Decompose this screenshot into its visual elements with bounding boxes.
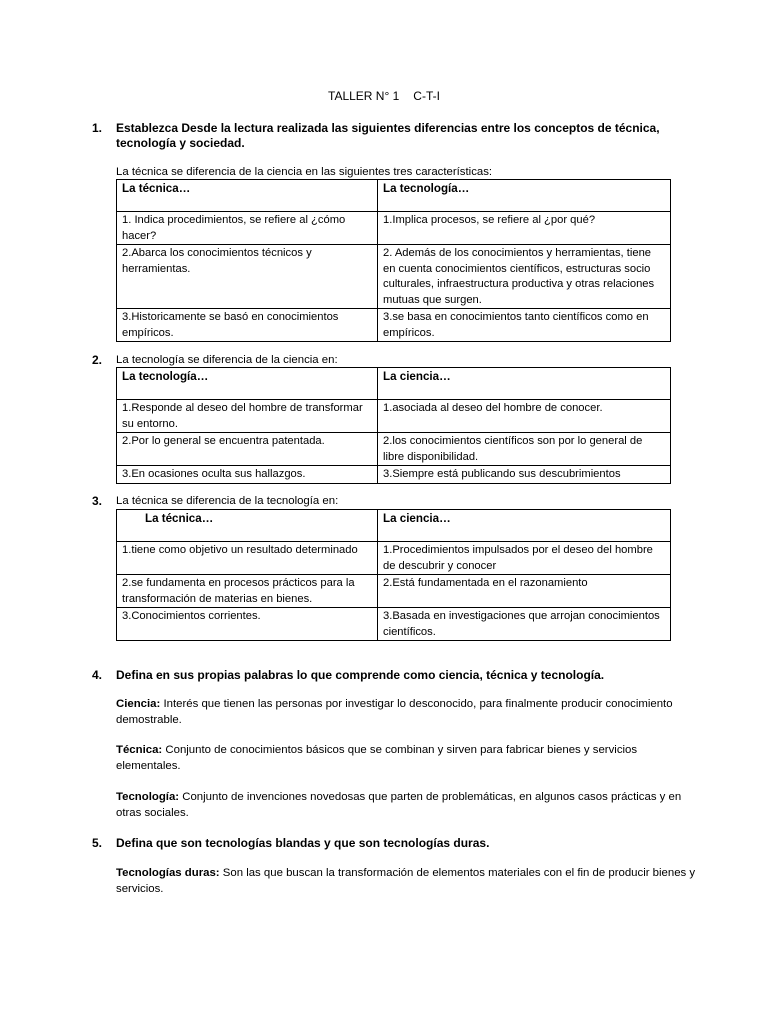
- table-header-cell: La ciencia…: [378, 368, 671, 400]
- table-header-cell: La técnica…: [117, 510, 378, 542]
- table-row: [117, 212, 671, 245]
- q4-question: Defina en sus propias palabras lo que comprende como ciencia, técnica y tecnología.: [116, 668, 605, 682]
- definition-tecnologia: [116, 790, 696, 821]
- q2-intro: La tecnología se diferencia de la ciencia en:: [116, 354, 338, 366]
- q5-number: 5.: [92, 836, 103, 850]
- table-cell: 3.En ocasiones oculta sus hallazgos.: [117, 466, 378, 484]
- table-header-cell: La tecnología…: [378, 180, 671, 212]
- table-cell: 1. Indica procedimientos, se refiere al ¿cómo hacer?: [117, 212, 378, 245]
- definition-term: Técnica:: [116, 744, 163, 756]
- definition-text: Son las que buscan la transformación de elementos materiales con el fin de producir bienes y servicios.: [116, 867, 696, 895]
- table-header-row: [117, 180, 671, 212]
- table-cell: 3.Siempre está publicando sus descubrimientos: [378, 466, 671, 484]
- table-cell: 3.Conocimientos corrientes.: [117, 608, 378, 641]
- definition-text: Interés que tienen las personas por investigar lo desconocido, para finalmente producir conocimiento demostrable.: [116, 698, 673, 726]
- table-row: [117, 542, 671, 575]
- table-cell: 1.Implica procesos, se refiere al ¿por qué?: [378, 212, 671, 245]
- definition-text: Conjunto de invenciones novedosas que parten de problemáticas, en algunos casos prácticas y en otras sociales.: [116, 791, 682, 819]
- table-row: [117, 400, 671, 433]
- definition-tecnologias-duras: [116, 866, 696, 897]
- definition-term: Tecnologías duras:: [116, 867, 220, 879]
- definition-term: Tecnología:: [116, 791, 180, 803]
- table-header-row: [117, 510, 671, 542]
- table-row: [117, 309, 671, 342]
- table-cell: 3.Basada en investigaciones que arrojan conocimientos científicos.: [378, 608, 671, 641]
- table-header-cell: La tecnología…: [117, 368, 378, 400]
- title-main: TALLER N° 1: [328, 89, 400, 103]
- table-row: [117, 608, 671, 641]
- definition-text: Conjunto de conocimientos básicos que se combinan y sirven para fabricar bienes y servicios elementales.: [116, 744, 638, 772]
- title-code: C-T-I: [413, 89, 440, 103]
- table-header-cell: La ciencia…: [378, 510, 671, 542]
- q4-number: 4.: [92, 668, 103, 682]
- table-row: [117, 466, 671, 484]
- table-cell: 2.los conocimientos científicos son por lo general de libre disponibilidad.: [378, 433, 671, 466]
- table-row: [117, 245, 671, 309]
- q3-number: 3.: [92, 494, 103, 508]
- table-cell: 1.asociada al deseo del hombre de conocer.: [378, 400, 671, 433]
- table-cell: 2.se fundamenta en procesos prácticos para la transformación de materias en bienes.: [117, 575, 378, 608]
- table-cell: 1.tiene como objetivo un resultado determinado: [117, 542, 378, 575]
- table-cell: 1.Procedimientos impulsados por el deseo del hombre de descubrir y conocer: [378, 542, 671, 575]
- q2-table: [116, 367, 671, 484]
- q1-intro: La técnica se diferencia de la ciencia en las siguientes tres características:: [116, 166, 493, 178]
- q1-table: [116, 179, 671, 342]
- table-cell: 2.Abarca los conocimientos técnicos y herramientas.: [117, 245, 378, 309]
- q1-question: Establezca Desde la lectura realizada las siguientes diferencias entre los conceptos de técnica, tecnología y sociedad.: [116, 121, 660, 150]
- definition-term: Ciencia:: [116, 698, 161, 710]
- table-cell: 1.Responde al deseo del hombre de transformar su entorno.: [117, 400, 378, 433]
- table-header-cell: La técnica…: [117, 180, 378, 212]
- table-cell: 3.Historicamente se basó en conocimientos empíricos.: [117, 309, 378, 342]
- q2-number: 2.: [92, 353, 103, 367]
- q1-number: 1.: [92, 121, 103, 135]
- q3-table: [116, 509, 671, 641]
- table-cell: 2.Está fundamentada en el razonamiento: [378, 575, 671, 608]
- definition-ciencia: [116, 697, 696, 728]
- table-row: [117, 575, 671, 608]
- table-cell: 3.se basa en conocimientos tanto científicos como en empíricos.: [378, 309, 671, 342]
- document-title: [0, 89, 768, 103]
- q5-question: Defina que son tecnologías blandas y que son tecnologías duras.: [116, 836, 490, 850]
- table-header-row: [117, 368, 671, 400]
- definition-tecnica: [116, 743, 696, 774]
- table-cell: 2. Además de los conocimientos y herramientas, tiene en cuenta conocimientos científicos, estructuras socio culturales, infraestructura productiva y otras relaciones mutuas que surgen.: [378, 245, 671, 309]
- table-row: [117, 433, 671, 466]
- q3-intro: La técnica se diferencia de la tecnología en:: [116, 495, 339, 507]
- table-cell: 2.Por lo general se encuentra patentada.: [117, 433, 378, 466]
